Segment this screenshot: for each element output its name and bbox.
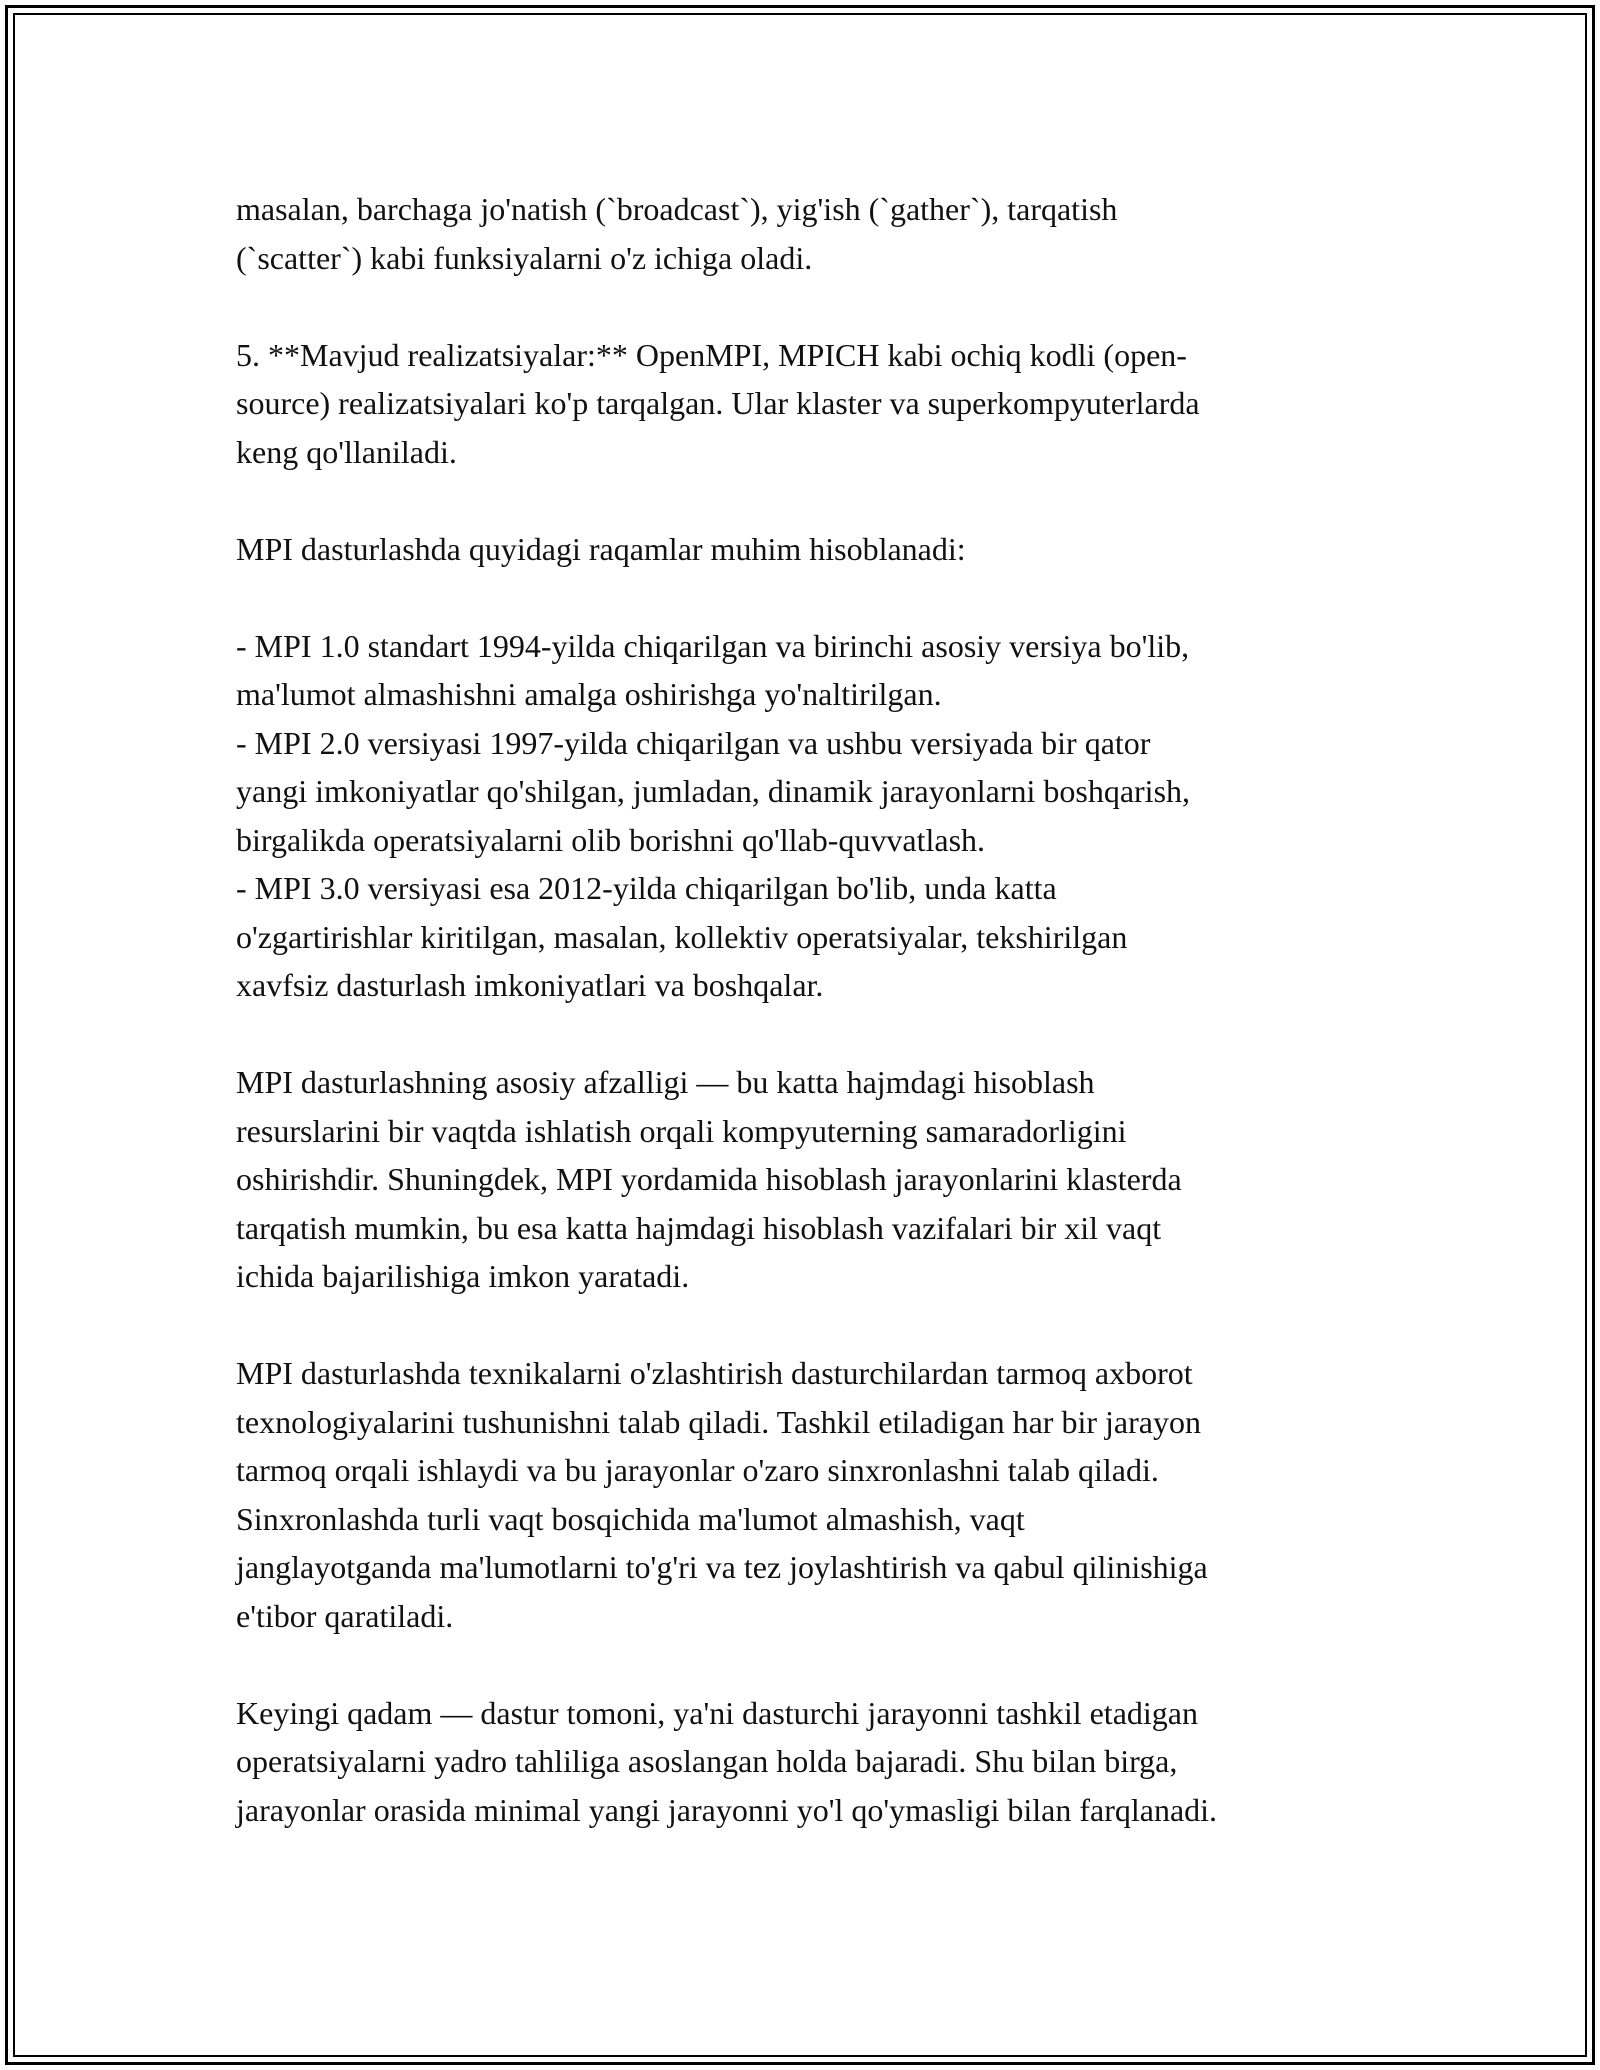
paragraph-version-list: - MPI 1.0 standart 1994-yilda chiqarilgan va birinchi asosiy versiya bo'lib, ma'lumot almashishni amalga oshirishga yo'naltirilgan. - MPI 2.0 versiyasi 1997-yilda chiqarilgan va ushbu versiyada bir qator yangi imkoniyatlar qo'shilgan, jumladan, dinamik jarayonlarni boshqarish, birgalikda operatsiyalarni olib borishni qo'llab-quvvatlash. - MPI 3.0 versiyasi esa 2012-yilda chiqarilgan bo'lib, unda katta o'zgartirishlar kiritilgan, masalan, kollektiv operatsiyalar, tekshirilgan xavfsiz dasturlash imkoniyatlari va boshqalar.	[236, 627, 1191, 1003]
paragraph-versions-intro: MPI dasturlashda quyidagi raqamlar muhim hisoblanadi:	[236, 530, 966, 567]
paragraph-collective-functions: masalan, barchaga jo'natish (`broadcast`), yig'ish (`gather`), tarqatish (`scatter`) kabi funksiyalarni o'z ichiga oladi.	[236, 191, 1118, 276]
paragraph-advantages: MPI dasturlashning asosiy afzalligi — bu katta hajmdagi hisoblash resurslarini bir vaqtda ishlatish orqali kompyuterning samaradorligini oshirishdir. Shuningdek, MPI yordamida hisoblash jarayonlarini klasterda tarqatish mumkin, bu esa katta hajmdagi hisoblash vazifalari bir xil vaqt ichida bajarilishiga imkon yaratadi.	[236, 1064, 1182, 1294]
document-body	[236, 185, 1371, 1834]
paragraph-synchronization: MPI dasturlashda texnikalarni o'zlashtirish dasturchilardan tarmoq axborot texnologiyalarini tushunishni talab qiladi. Tashkil etiladigan har bir jarayon tarmoq orqali ishlaydi va bu jarayonlar o'zaro sinxronlashni talab qiladi. Sinxronlashda turli vaqt bosqichida ma'lumot almashish, vaqt janglayotganda ma'lumotlarni to'g'ri va tez joylashtirish va qabul qilinishiga e'tibor qaratiladi.	[236, 1355, 1208, 1634]
paragraph-next-step: Keyingi qadam — dastur tomoni, ya'ni dasturchi jarayonni tashkil etadigan operatsiyalarni yadro tahliliga asoslangan holda bajaradi. Shu bilan birga, jarayonlar orasida minimal yangi jarayonni yo'l qo'ymasligi bilan farqlanadi.	[236, 1694, 1218, 1828]
paragraph-implementations: 5. **Mavjud realizatsiyalar:** OpenMPI, MPICH kabi ochiq kodli (open- source) realizatsiyalari ko'p tarqalgan. Ular klaster va superkompyuterlarda keng qo'llaniladi.	[236, 336, 1200, 470]
